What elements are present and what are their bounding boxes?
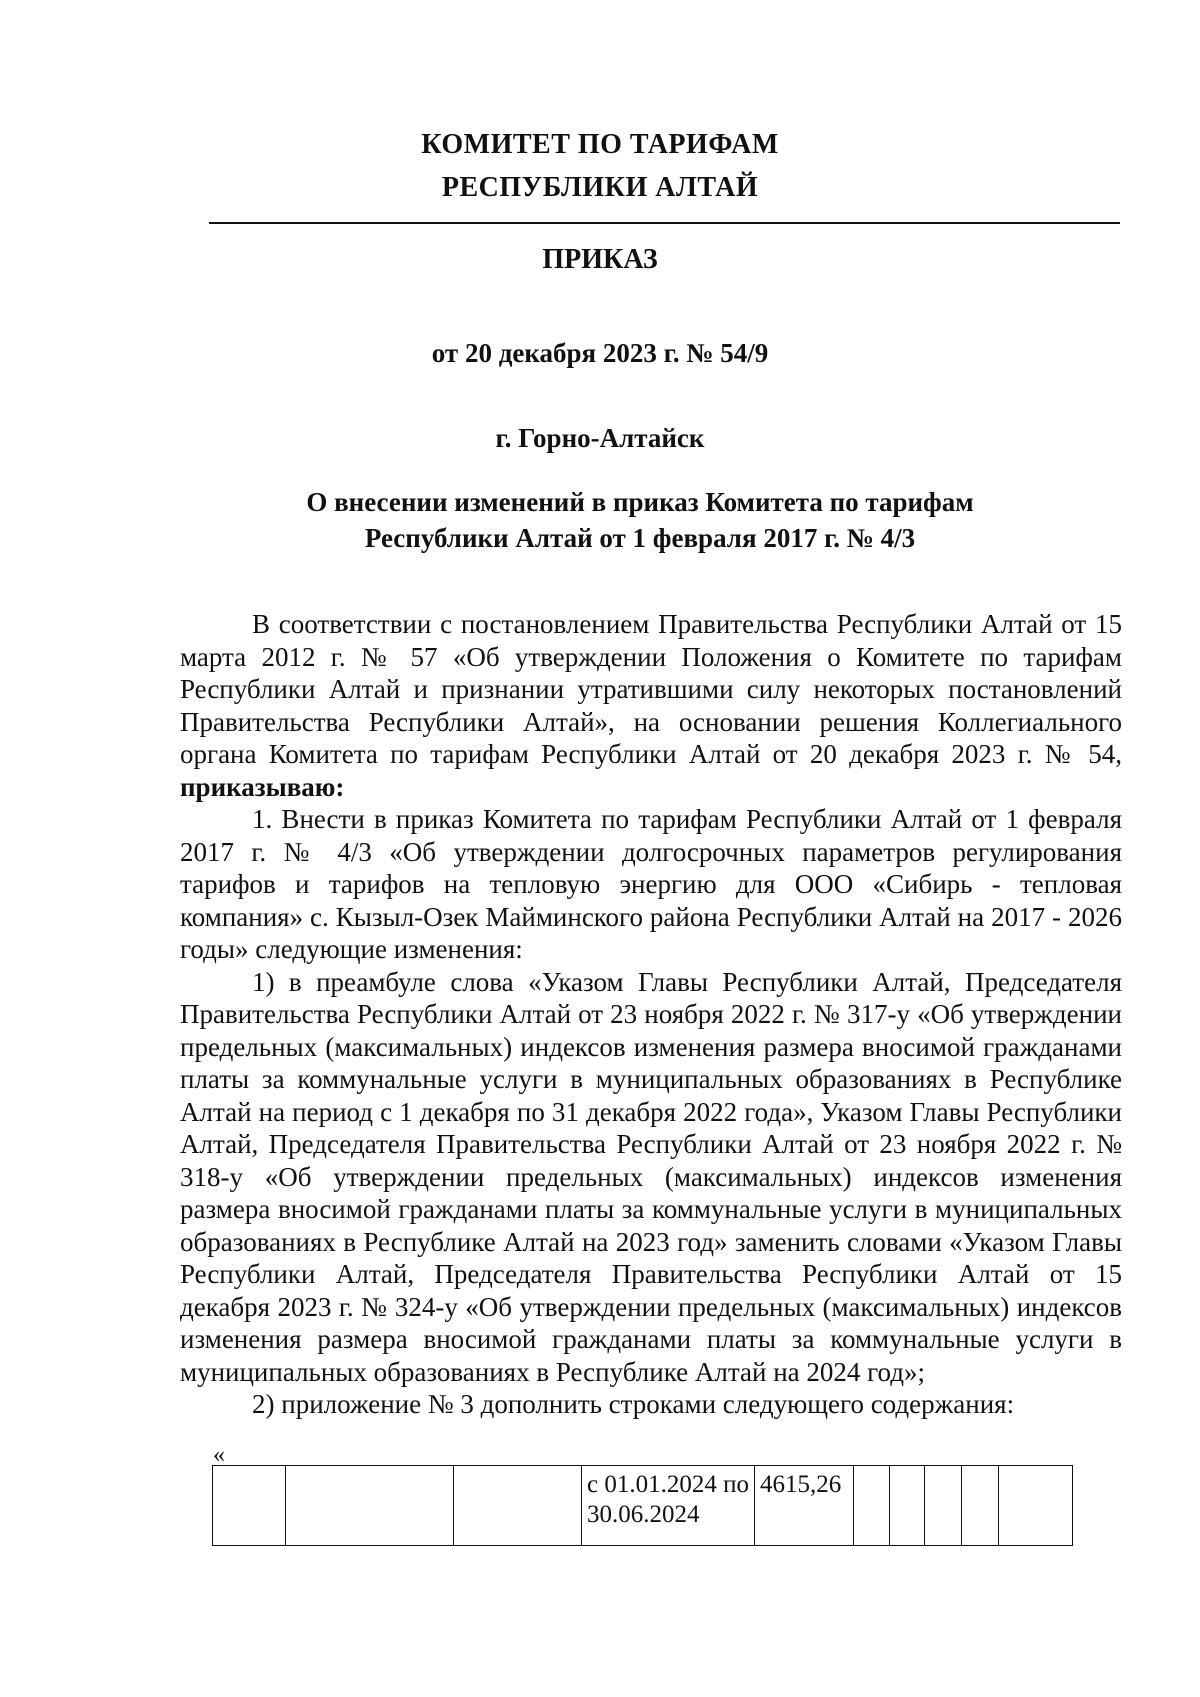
table-cell-7 — [890, 1466, 925, 1546]
table-cell-value: 4615,26 — [755, 1466, 854, 1546]
table-cell-3 — [454, 1466, 582, 1546]
header-divider — [209, 222, 1120, 224]
doc-city: г. Горно-Алтайск — [495, 423, 705, 453]
doc-type-heading: ПРИКАЗ — [542, 244, 658, 275]
org-name-line2: РЕСПУБЛИКИ АЛТАЙ — [441, 172, 759, 203]
table-opening-quote: « — [213, 1442, 225, 1468]
table-cell-10 — [999, 1466, 1073, 1546]
preamble-order-word: приказываю: — [180, 771, 345, 802]
org-name-line1: КОМИТЕТ ПО ТАРИФАМ — [421, 129, 779, 160]
table-cell-1 — [213, 1466, 286, 1546]
doc-body — [180, 608, 1122, 1421]
table-cell-6 — [854, 1466, 890, 1546]
subitem-2-paragraph: 2) приложение № 3 дополнить строками следующего содержания: — [252, 1389, 1015, 1419]
table-row — [213, 1466, 1073, 1546]
item-1-paragraph: 1. Внести в приказ Комитета по тарифам Республики Алтай от 1 февраля 2017 г. № 4/3 «Об утверждении долгосрочных параметров регулирования тарифов и тарифов на тепловую энергию для ООО «Сибирь - тепловая компания» с. Кызыл-Озек Майминского района Республики Алтай на 2017 - 2026 годы» следующие изменения: — [180, 804, 1122, 964]
appendix-table — [212, 1465, 1073, 1546]
preamble-text: В соответствии с постановлением Правительства Республики Алтай от 15 марта 2012 г. № 57 «Об утверждении Положения о Комитете по тарифам Республики Алтай и признании утратившими силу некоторых постановлений Правительства Республики Алтай», на основании решения Коллегиального органа Комитета по тарифам Республики Алтай от 20 декабря 2023 г. № 54, — [180, 609, 1122, 769]
table-cell-period: с 01.01.2024 по 30.06.2024 — [582, 1466, 755, 1546]
table-cell-2 — [286, 1466, 454, 1546]
table-cell-9 — [962, 1466, 999, 1546]
preamble-paragraph — [180, 608, 1122, 803]
doc-title-line2: Республики Алтай от 1 февраля 2017 г. № 4/3 — [364, 523, 916, 553]
doc-title — [200, 484, 1080, 556]
doc-title-line1: О внесении изменений в приказ Комитета по тарифам — [306, 487, 974, 517]
doc-date-number: от 20 декабря 2023 г. № 54/9 — [431, 338, 769, 368]
subitem-1-paragraph: 1) в преамбуле слова «Указом Главы Республики Алтай, Председателя Правительства Республики Алтай от 23 ноября 2022 г. № 317-у «Об утверждении предельных (максимальных) индексов изменения размера вносимой гражданами платы за коммунальные услуги в муниципальных образованиях в Республике Алтай на период с 1 декабря по 31 декабря 2022 года», Указом Главы Республики Алтай, Председателя Правительства Республики Алтай от 23 ноября 2022 г. № 318-у «Об утверждении предельных (максимальных) индексов изменения размера вносимой гражданами платы за коммунальные услуги в муниципальных образованиях в Республике Алтай на 2023 год» заменить словами «Указом Главы Республики Алтай, Председателя Правительства Республики Алтай от 15 декабря 2023 г. № 324-у «Об утверждении предельных (максимальных) индексов изменения размера вносимой гражданами платы за коммунальные услуги в муниципальных образованиях в Республике Алтай на 2024 год»; — [180, 966, 1122, 1387]
table-cell-8 — [925, 1466, 962, 1546]
